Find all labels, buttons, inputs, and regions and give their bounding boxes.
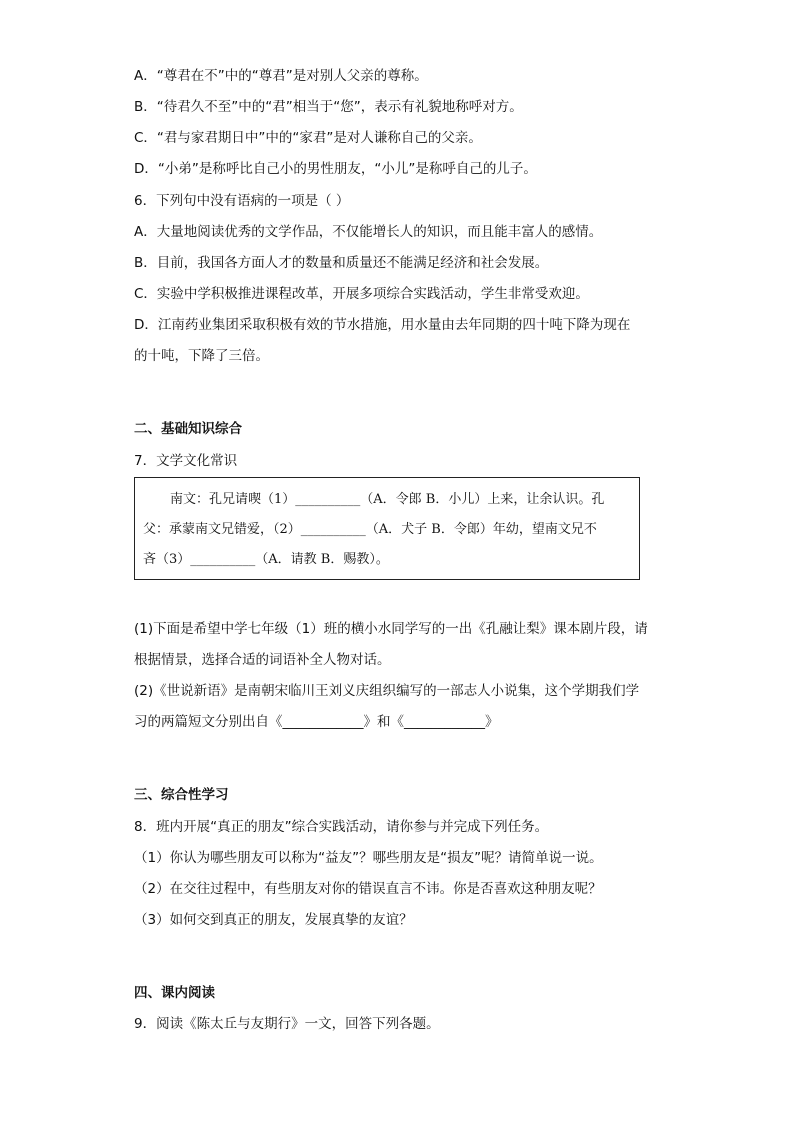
- section-3-title: 三、综合性学习: [134, 787, 229, 803]
- q6-option-b: B．目前，我国各方面人才的数量和质量还不能满足经济和社会发展。: [134, 255, 549, 271]
- q7-sub2-line1: (2)《世说新语》是南朝宋临川王刘义庆组织编写的一部志人小说集，这个学期我们学: [134, 683, 640, 699]
- q5-option-b: B．“待君久不至”中的“君”相当于“您”，表示有礼貌地称呼对方。: [134, 99, 523, 115]
- q6-option-d: D．江南药业集团采取积极有效的节水措施，用水量由去年同期的四十吨下降为现在: [134, 317, 631, 333]
- q8-stem: 8．班内开展“真正的朋友”综合实践活动，请你参与并完成下列任务。: [134, 819, 549, 835]
- q6-stem: 6．下列句中没有语病的一项是（ ）: [134, 193, 350, 209]
- q7-sub1-line2: 根据情景，选择合适的词语补全人物对话。: [134, 652, 391, 668]
- q5-option-c: C．“君与家君期日中”中的“家君”是对人谦称自己的父亲。: [134, 130, 482, 146]
- q7-sub2-line2: 习的两篇短文分别出自《____________》和《____________》: [134, 714, 499, 730]
- dialogue-box: [134, 477, 640, 580]
- dialogue-line-1: 南文：孔兄请喫（1）__________（A．令郎 B．小儿）上来，让余认识。孔: [170, 492, 605, 507]
- q8-task-1: （1）你认为哪些朋友可以称为“益友”？哪些朋友是“损友”呢？请简单说一说。: [134, 850, 603, 866]
- q6-option-c: C．实验中学积极推进课程改革，开展多项综合实践活动，学生非常受欢迎。: [134, 286, 589, 302]
- q7-stem: 7．文学文化常识: [134, 453, 238, 469]
- q9-stem: 9．阅读《陈太丘与友期行》一文，回答下列各题。: [134, 1016, 440, 1032]
- section-2-title: 二、基础知识综合: [134, 421, 242, 437]
- q8-task-2: （2）在交往过程中，有些朋友对你的错误直言不讳。你是否喜欢这种朋友呢？: [134, 881, 602, 897]
- q5-option-a: A．“尊君在不”中的“尊君”是对别人父亲的尊称。: [134, 68, 428, 84]
- section-4-title: 四、课内阅读: [134, 985, 215, 1001]
- dialogue-line-2: 父：承蒙南文兄错爱，（2）__________（A．犬子 B．令郎）年幼，望南文兄不: [143, 522, 597, 537]
- q7-sub1-line1: (1)下面是希望中学七年级（1）班的横小水同学写的一出《孔融让梨》课本剧片段，请: [134, 621, 648, 637]
- q6-option-a: A．大量地阅读优秀的文学作品，不仅能增长人的知识，而且能丰富人的感情。: [134, 224, 603, 240]
- q6-option-d-continued: 的十吨，下降了三倍。: [134, 348, 269, 364]
- dialogue-line-3: 吝（3）__________（A．请教 B．赐教）。: [143, 552, 389, 567]
- q5-option-d: D．“小弟”是称呼比自己小的男性朋友，“小儿”是称呼自己的儿子。: [134, 161, 537, 177]
- q8-task-3: （3）如何交到真正的朋友，发展真挚的友谊？: [134, 912, 413, 928]
